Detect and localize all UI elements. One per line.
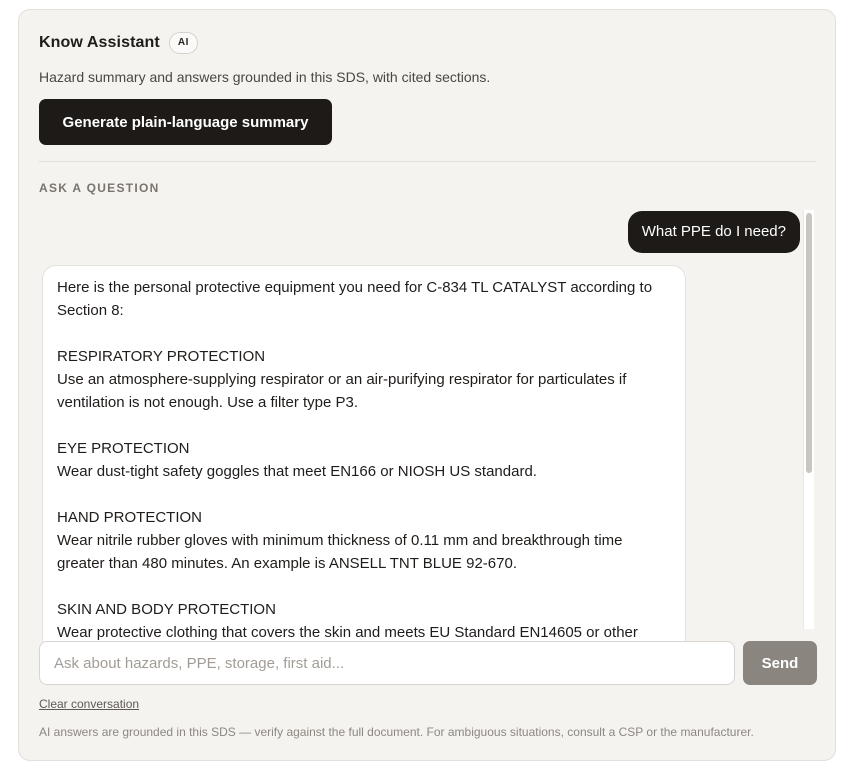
section-body: Use an atmosphere-supplying respirator or an air-purifying respirator for particulates if ventilation is not enough. Use a filter type P3. bbox=[57, 371, 627, 411]
chat-history[interactable] bbox=[39, 208, 816, 641]
assistant-title: Know Assistant bbox=[39, 34, 160, 51]
assistant-message-section bbox=[57, 345, 671, 414]
assistant-header bbox=[39, 32, 198, 54]
know-assistant-panel bbox=[18, 9, 836, 761]
assistant-message-section bbox=[57, 506, 671, 575]
assistant-message-intro: Here is the personal protective equipment you need for C-834 TL CATALYST according to Section 8: bbox=[57, 279, 653, 319]
section-body: Wear dust-tight safety goggles that meet EN166 or NIOSH US standard. bbox=[57, 463, 537, 480]
section-body: Wear nitrile rubber gloves with minimum thickness of 0.11 mm and breakthrough time greater than 480 minutes. An example is ANSELL TNT BLUE 92-670. bbox=[57, 532, 623, 572]
send-button[interactable]: Send bbox=[743, 641, 817, 685]
assistant-subtitle: Hazard summary and answers grounded in this SDS, with cited sections. bbox=[39, 69, 491, 85]
generate-summary-button[interactable]: Generate plain-language summary bbox=[39, 99, 332, 145]
section-heading: EYE PROTECTION bbox=[57, 440, 190, 457]
section-heading: HAND PROTECTION bbox=[57, 509, 203, 526]
section-heading: SKIN AND BODY PROTECTION bbox=[57, 601, 276, 618]
chat-scrollbar-thumb[interactable] bbox=[806, 213, 812, 473]
ask-question-label: ASK A QUESTION bbox=[39, 181, 160, 195]
assistant-message bbox=[42, 265, 686, 682]
disclaimer-text: AI answers are grounded in this SDS — verify against the full document. For ambiguous situations, consult a CSP or the manufacturer. bbox=[39, 725, 754, 739]
section-body: Wear protective clothing that covers the skin and meets EU Standard EN14605 or other bbox=[57, 624, 638, 641]
assistant-message-section bbox=[57, 437, 671, 483]
clear-conversation-link[interactable]: Clear conversation bbox=[39, 697, 140, 711]
divider bbox=[39, 161, 816, 162]
chat-scrollbar[interactable] bbox=[803, 210, 814, 629]
section-heading: RESPIRATORY PROTECTION bbox=[57, 348, 266, 365]
ai-badge: AI bbox=[169, 32, 198, 54]
question-input[interactable] bbox=[39, 641, 735, 685]
user-message: What PPE do I need? bbox=[628, 211, 800, 253]
assistant-message-section bbox=[57, 598, 671, 644]
